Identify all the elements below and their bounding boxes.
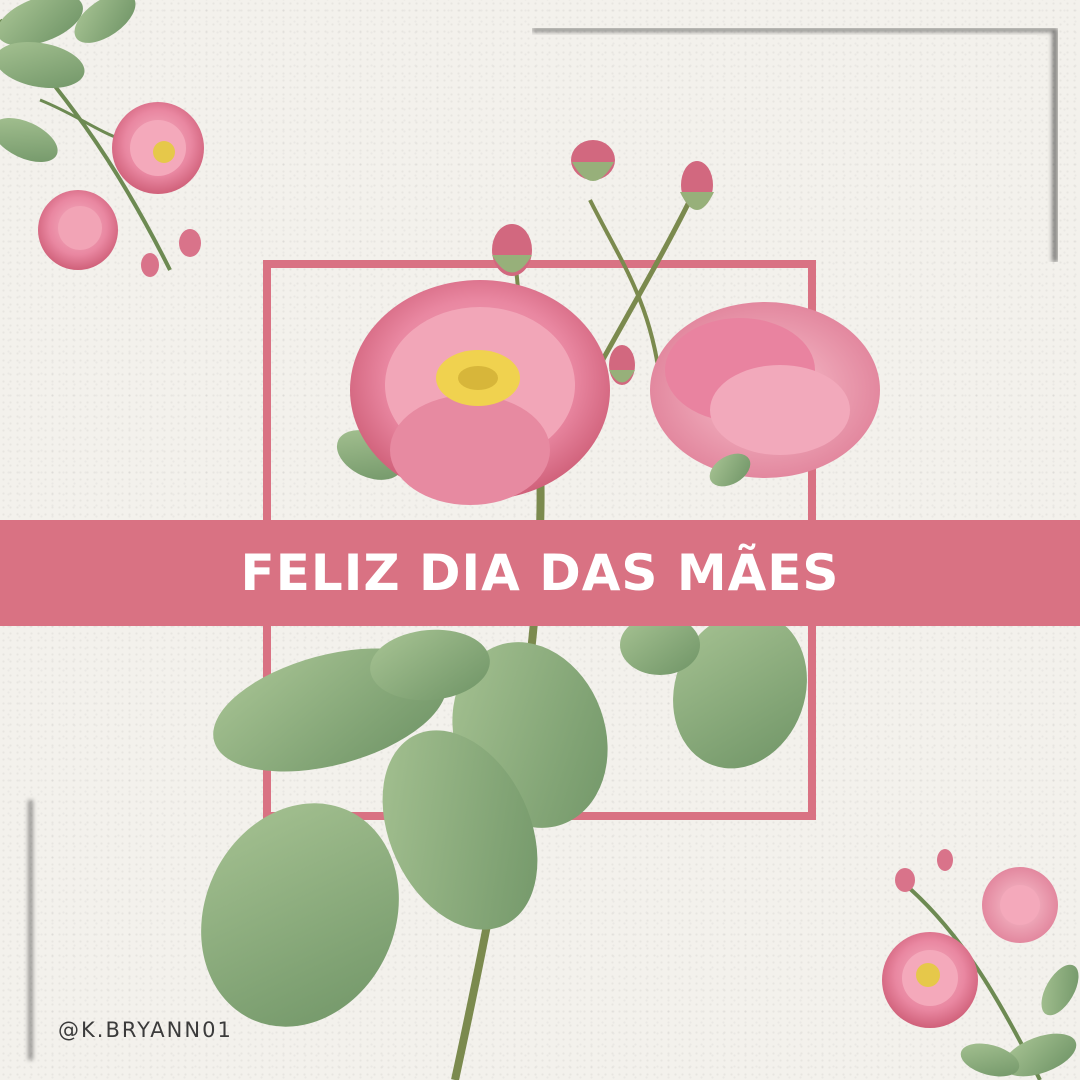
banner-title: FELIZ DIA DAS MÃES: [240, 544, 840, 602]
author-handle: @K.BRYANN01: [58, 1018, 233, 1042]
title-banner: [0, 520, 1080, 626]
corner-roses-top-left: [0, 0, 204, 277]
main-roses: [329, 280, 880, 505]
corner-roses-bottom-right: [882, 849, 1080, 1080]
